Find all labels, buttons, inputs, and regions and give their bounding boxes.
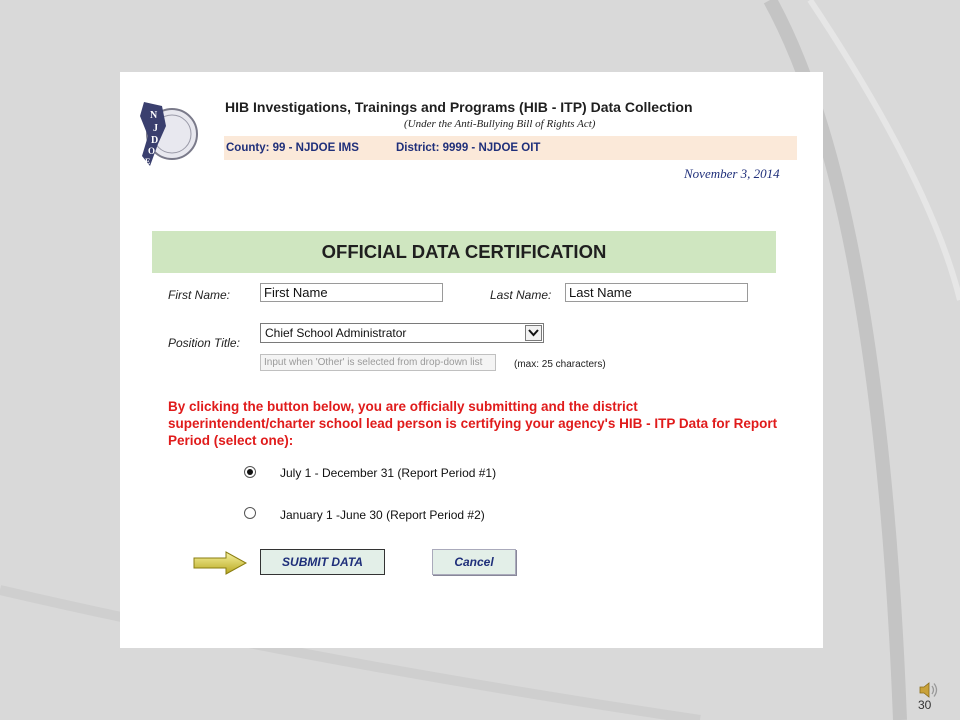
svg-text:O: O <box>148 146 156 156</box>
district-label: District: 9999 - NJDOE OIT <box>396 142 541 154</box>
certification-header <box>152 231 776 273</box>
arrow-right-icon <box>192 550 250 576</box>
screenshot-panel <box>120 72 823 648</box>
date-label: November 3, 2014 <box>684 166 780 181</box>
max-characters-note: (max: 25 characters) <box>514 359 606 370</box>
first-name-label: First Name: <box>168 288 231 302</box>
position-title-value: Chief School Administrator <box>265 326 407 340</box>
submit-data-button[interactable]: SUBMIT DATA <box>260 549 385 575</box>
last-name-label: Last Name: <box>490 288 552 302</box>
radio-selected-dot <box>247 469 253 475</box>
slide-number: 30 <box>918 698 932 712</box>
other-position-input[interactable]: Input when 'Other' is selected from drop-down list <box>260 354 496 371</box>
position-title-label: Position Title: <box>168 336 240 350</box>
report-period-1-radio[interactable] <box>244 466 256 478</box>
speaker-icon[interactable] <box>918 680 940 700</box>
cancel-button[interactable]: Cancel <box>432 549 516 575</box>
report-period-1-label[interactable]: July 1 - December 31 (Report Period #1) <box>280 466 497 480</box>
position-title-select[interactable] <box>260 323 544 343</box>
certification-warning: By clicking the button below, you are officially submitting and the district superintendent/charter school lead person is certifying your agency's HIB - ITP Data for Report Period (select one): <box>168 399 778 448</box>
app-title: HIB Investigations, Trainings and Programs (HIB - ITP) Data Collection <box>225 99 693 115</box>
county-district-band <box>224 136 797 160</box>
svg-text:N: N <box>150 110 158 121</box>
chevron-down-icon[interactable] <box>525 325 542 341</box>
last-name-input[interactable]: Last Name <box>565 283 748 302</box>
report-period-2-radio[interactable] <box>244 507 256 519</box>
county-label: County: 99 - NJDOE IMS <box>226 142 359 154</box>
app-subtitle: (Under the Anti-Bullying Bill of Rights Act) <box>404 118 596 130</box>
svg-text:D: D <box>151 135 159 146</box>
svg-text:E: E <box>145 157 151 166</box>
njdoe-logo <box>136 96 200 172</box>
first-name-input[interactable]: First Name <box>260 283 443 302</box>
svg-text:J: J <box>153 123 158 134</box>
certification-title: OFFICIAL DATA CERTIFICATION <box>321 241 607 262</box>
report-period-2-label[interactable]: January 1 -June 30 (Report Period #2) <box>280 508 485 522</box>
